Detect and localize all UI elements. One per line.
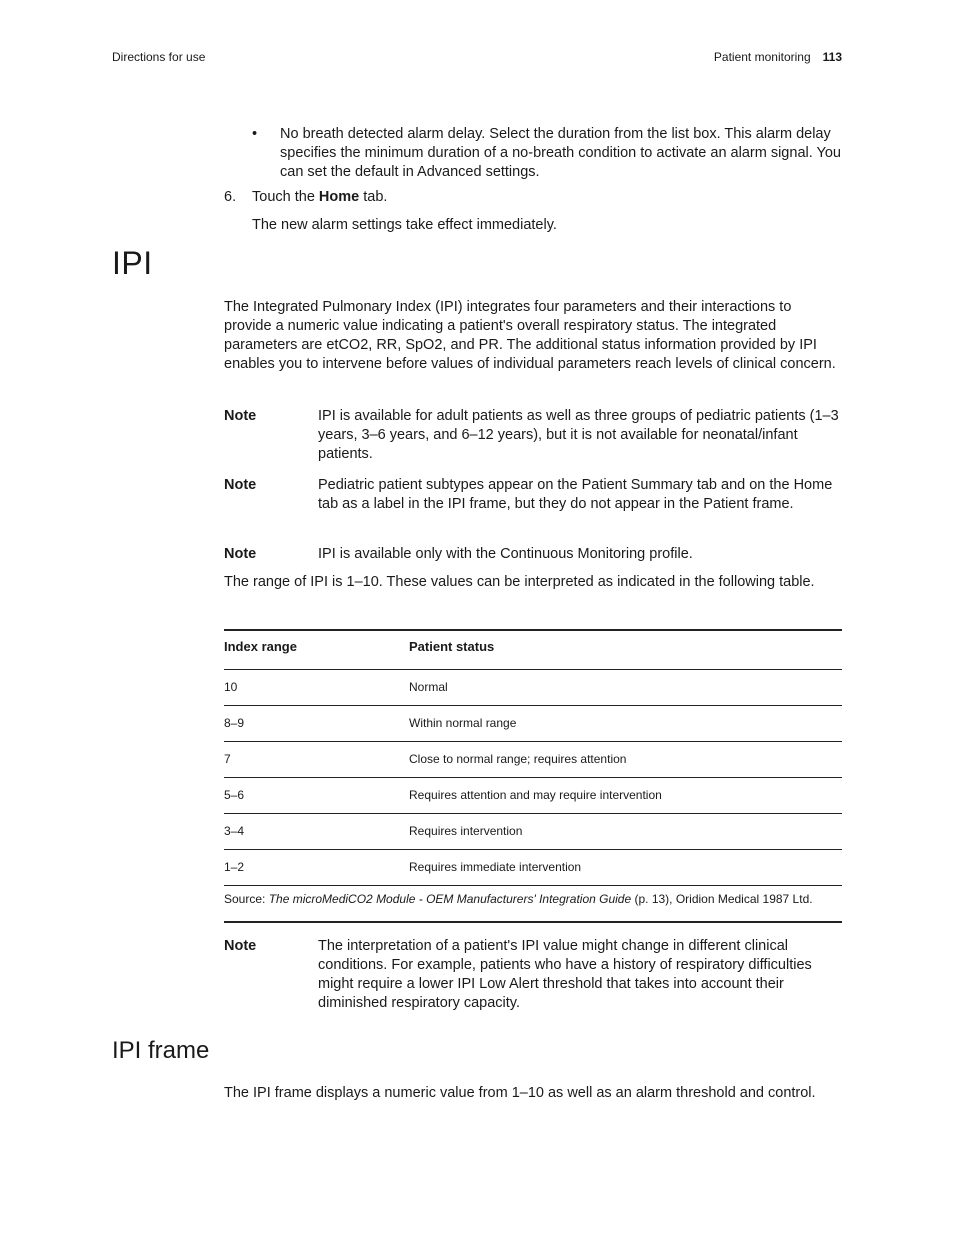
ipi-intro-paragraph: The Integrated Pulmonary Index (IPI) integrates four parameters and their interactions to provide a numeric value indicating a patient's overall respiratory status. The integrated parameters are etCO2, RR, SpO2, and PR. The additional status information provided by IPI enables you to intervene before values of individual parameters reach levels of clinical concern. xyxy=(224,299,836,372)
table-cell-status: Requires immediate intervention xyxy=(409,860,582,874)
table-cell-status: Normal xyxy=(409,680,448,694)
bullet-icon: • xyxy=(252,126,258,142)
ipi-interpretation-table xyxy=(224,629,842,923)
table-cell-index: 8–9 xyxy=(224,716,245,730)
table-cell-index: 1–2 xyxy=(224,860,245,874)
table-cell-index: 5–6 xyxy=(224,788,245,802)
table-row xyxy=(224,706,842,742)
table-row xyxy=(224,778,842,814)
step-result: The new alarm settings take effect immediately. xyxy=(252,217,557,233)
source-details: (p. 13), Oridion Medical 1987 Ltd. xyxy=(631,892,813,906)
step-prefix: Touch the xyxy=(252,189,319,205)
table-cell-status: Within normal range xyxy=(409,716,517,730)
section-heading-ipi: IPI xyxy=(112,245,153,281)
step-6 xyxy=(224,188,842,207)
bullet-text: No breath detected alarm delay. Select the duration from the list box. This alarm delay specifies the minimum duration of a no-breath condition to activate an alarm signal. You can set the default in Advanced settings. xyxy=(280,126,841,180)
note-text: IPI is available only with the Continuous Monitoring profile. xyxy=(318,546,693,562)
table-source-row xyxy=(224,886,842,923)
bullet-item xyxy=(252,125,842,182)
note-interpretation xyxy=(224,937,842,1013)
table-row xyxy=(224,670,842,706)
note-text: IPI is available for adult patients as well as three groups of pediatric patients (1–3 years, 3–6 years, and 6–12 years), but it is not available for neonatal/infant patients. xyxy=(318,408,839,462)
note-text: Pediatric patient subtypes appear on the Patient Summary tab and on the Home tab as a label in the IPI frame, but they do not appear in the Patient frame. xyxy=(318,477,833,512)
running-header-section xyxy=(714,50,842,64)
running-header-title: Directions for use xyxy=(112,50,206,64)
page-number: 113 xyxy=(822,50,842,64)
note-1 xyxy=(224,407,842,464)
header-section-name: Patient monitoring xyxy=(713,50,811,64)
note-label: Note xyxy=(224,938,257,954)
step-suffix: tab. xyxy=(359,189,388,205)
note-3 xyxy=(224,545,842,564)
table-header-index-range: Index range xyxy=(224,639,297,654)
note-label: Note xyxy=(224,546,257,562)
source-label: Source: xyxy=(224,892,269,906)
table-cell-index: 7 xyxy=(224,752,231,766)
note-label: Note xyxy=(224,408,257,424)
table-source-note xyxy=(224,892,813,906)
table-row xyxy=(224,850,842,886)
table-header-row xyxy=(224,631,842,670)
ipi-frame-paragraph: The IPI frame displays a numeric value from 1–10 as well as an alarm threshold and control. xyxy=(224,1085,816,1101)
table-cell-index: 10 xyxy=(224,680,238,694)
table-cell-status: Close to normal range; requires attention xyxy=(409,752,627,766)
note-2 xyxy=(224,476,842,514)
note-text: The interpretation of a patient's IPI value might change in different clinical conditions. For example, patients who have a history of respiratory difficulties might require a lower IPI Low Alert threshold that takes into account their diminished respiratory capacity. xyxy=(318,938,812,1011)
table-header-patient-status: Patient status xyxy=(409,639,495,654)
step-bold-term: Home xyxy=(318,189,360,205)
note-label: Note xyxy=(224,477,257,493)
table-cell-status: Requires intervention xyxy=(409,824,523,838)
ipi-range-paragraph: The range of IPI is 1–10. These values can be interpreted as indicated in the following table. xyxy=(224,574,815,590)
section-heading-ipi-frame: IPI frame xyxy=(112,1037,210,1064)
source-title: The microMediCO2 Module - OEM Manufacturers' Integration Guide xyxy=(268,892,632,906)
table-row xyxy=(224,814,842,850)
step-number: 6. xyxy=(224,189,237,205)
table-row xyxy=(224,742,842,778)
table-cell-status: Requires attention and may require intervention xyxy=(409,788,662,802)
table-cell-index: 3–4 xyxy=(224,824,245,838)
